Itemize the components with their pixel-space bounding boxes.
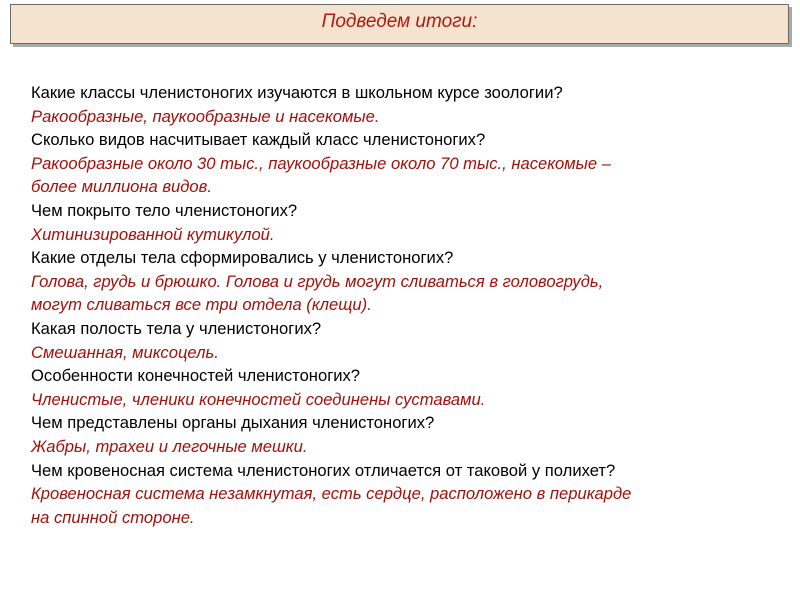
question-text: Чем покрыто тело членистоногих? [31, 200, 298, 220]
question-text: Какая полость тела у членистоногих? [31, 318, 322, 338]
qa-item [31, 317, 771, 364]
answer-text: могут сливаться все три отдела (клещи). [31, 295, 372, 315]
qa-item [31, 411, 771, 458]
qa-item [31, 199, 771, 246]
question-text: Сколько видов насчитывает каждый класс членистоногих? [31, 130, 486, 150]
answer-text: Ракообразные около 30 тыс., паукообразные около 70 тыс., насекомые – [31, 153, 611, 173]
question-text: Какие классы членистоногих изучаются в школьном курсе зоологии? [31, 83, 563, 102]
question-text: Чем представлены органы дыхания членистоногих? [31, 413, 435, 433]
qa-item [31, 459, 771, 530]
question-text: Какие отделы тела сформировались у членистоногих? [31, 248, 454, 268]
question-text: Чем кровеносная система членистоногих отличается от таковой у полихет? [31, 460, 616, 480]
qa-item [31, 81, 771, 128]
answer-text: Хитинизированной кутикулой. [31, 224, 275, 244]
answer-text: Смешанная, миксоцель. [31, 342, 219, 362]
qa-item [31, 128, 771, 199]
answer-text: Ракообразные, паукообразные и насекомые. [31, 106, 380, 126]
qa-item [31, 364, 771, 411]
answer-text: более миллиона видов. [31, 177, 212, 197]
title-banner [10, 4, 789, 44]
answer-text: Членистые, членики конечностей соединены суставами. [31, 389, 486, 409]
answer-text: на спинной стороне. [31, 507, 195, 527]
qa-list [31, 81, 771, 529]
page-title: Подведем итоги: [321, 11, 478, 32]
answer-text: Голова, грудь и брюшко. Голова и грудь могут сливаться в головогрудь, [31, 271, 604, 291]
answer-text: Кровеносная система незамкнутая, есть сердце, расположено в перикарде [31, 484, 632, 504]
answer-text: Жабры, трахеи и легочные мешки. [31, 436, 308, 456]
question-text: Особенности конечностей членистоногих? [31, 366, 361, 386]
qa-item [31, 246, 771, 317]
